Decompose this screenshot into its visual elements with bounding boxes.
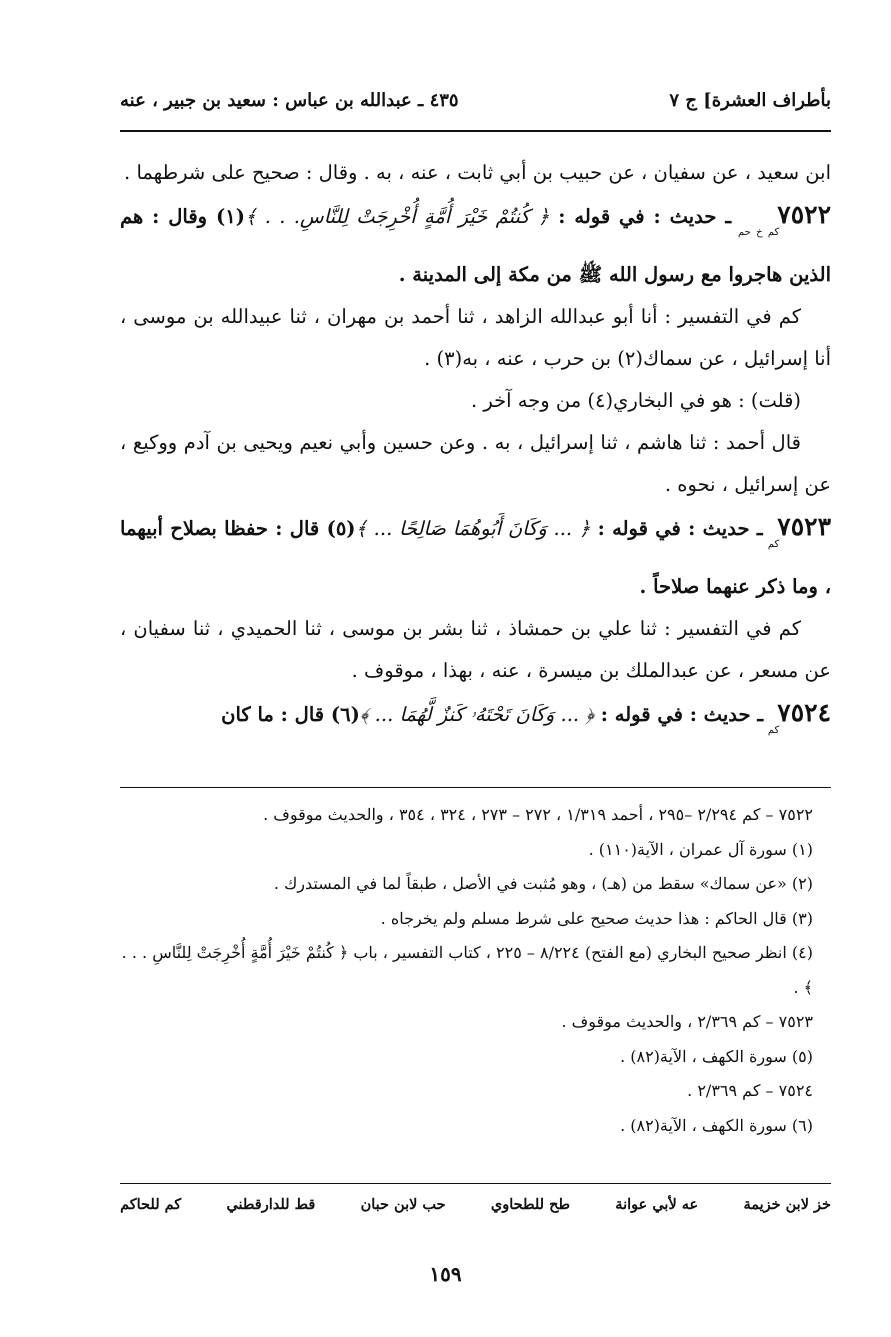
sigla-item: قط للدارقطني: [226, 1196, 316, 1213]
hadith-text: قال : حفظا بصلاح أبيهما ، وما ذكر عنهما صلاحاً .: [120, 517, 831, 598]
footnote: (١) سورة آل عمران ، الآية(١١٠) .: [588, 839, 813, 859]
hadith-sigla: كم: [767, 725, 780, 736]
footnote: ٧٥٢٤ – كم ٢/٣٦٩ .: [687, 1081, 813, 1100]
header-rule: [120, 130, 831, 132]
paragraph-continuation: ابن سعيد ، عن سفيان ، عن حبيب بن أبي ثابت ، عنه ، به . وقال : صحيح على شرطهما .: [124, 161, 831, 184]
hadith-number: ٧٥٢٤: [777, 698, 831, 727]
footnote: ٧٥٢٢ – كم ٢/٢٩٤ –٢٩٥ ، أحمد ١/٣١٩ ، ٢٧٢ – ٢٧٣ ، ٣٢٤ ، ٣٥٤ ، والحديث موقوف .: [263, 805, 813, 824]
footnote-ref: (٥): [326, 517, 356, 540]
paragraph-ahmad: قال أحمد : ثنا هاشم ، ثنا إسرائيل ، به . وعن حسين وأبي نعيم ويحيى بن آدم ووكيع ، عن إسرائيل ، نحوه .: [120, 431, 831, 496]
sigla-item: عه لأبي عوانة: [615, 1196, 699, 1213]
sigla-item: كم للحاكم: [120, 1196, 182, 1213]
page-number: ١٥٩: [429, 1262, 462, 1286]
footnote: (٢) «عن سماك» سقط من (هـ) ، وهو مُثبت في الأصل ، طبقاً لما في المستدرك .: [273, 874, 813, 893]
footnote: (٤) انظر صحيح البخاري (مع الفتح) ٨/٢٢٤ – ٢٢٥ ، كتاب التفسير ، باب ﴿ كُنتُمْ خَيْرَ أُمَّةٍ أُخْرِجَتْ لِلنَّاسِ . . . ﴾ .: [121, 943, 813, 997]
hadith-intro: ـ حديث : في قوله :: [558, 205, 732, 228]
quran-quote: ﴿ ... وَكَانَ أَبُوهُمَا صَالِحًا ... ﴾: [355, 517, 591, 540]
footnote-ref: (١): [216, 205, 245, 228]
hadith-number: ٧٥٢٣: [777, 512, 831, 541]
quran-quote: ﴿ ... وَكَانَ تَحْتَهُۥ كَنزٌ لَّهُمَا ... ﴾: [359, 703, 594, 726]
main-text: [120, 152, 831, 752]
paragraph-isnad: كم في التفسير : أنا أبو عبدالله الزاهد ، ثنا أحمد بن مهران ، ثنا عبيدالله بن موسى ، أنا إسرائيل ، عن سماك(٢) بن حرب ، عنه ، به(٣) .: [120, 305, 831, 370]
sigla-item: طح للطحاوي: [490, 1196, 571, 1213]
footnote: (٥) سورة الكهف ، الآية(٨٢) .: [620, 1046, 813, 1066]
footnote: (٣) قال الحاكم : هذا حديث صحيح على شرط مسلم ولم يخرجاه .: [380, 908, 813, 928]
header-section-title: ٤٣٥ ـ عبدالله بن عباس : سعيد بن جبير ، عنه: [120, 90, 459, 111]
hadith-intro: ـ حديث : في قوله :: [597, 517, 763, 540]
footnote-ref: (٦): [330, 703, 360, 726]
hadith-sigla: كم: [767, 539, 780, 550]
hadith-text: وقال : هم الذين هاجروا مع رسول الله ﷺ من مكة إلى المدينة .: [120, 205, 831, 286]
hadith-text: قال : ما كان: [221, 703, 325, 726]
quran-quote: ﴿ كُنتُمْ خَيْرَ أُمَّةٍ أُخْرِجَتْ لِلنَّاسِ. . . ﴾: [244, 205, 550, 228]
paragraph-isnad-2: كم في التفسير : ثنا علي بن حمشاذ ، ثنا بشر بن موسى ، ثنا الحميدي ، ثنا سفيان ، عن مسعر ، عن عبدالملك بن ميسرة ، عنه ، بهذا ، موقوف .: [120, 617, 831, 682]
hadith-intro: ـ حديث : في قوله :: [600, 703, 764, 726]
paragraph-note: (قلت) : هو في البخاري(٤) من وجه آخر .: [470, 389, 801, 412]
footnote: ٧٥٢٣ – كم ٢/٣٦٩ ، والحديث موقوف .: [561, 1012, 813, 1031]
footnote-rule: [120, 787, 831, 788]
hadith-sigla: كم خ حم: [738, 227, 780, 238]
hadith-7522: [120, 194, 831, 296]
hadith-7523: [120, 506, 831, 608]
hadith-7524: [120, 692, 831, 752]
sigla-item: حب لابن حبان: [360, 1196, 446, 1213]
footnote: (٦) سورة الكهف ، الآية(٨٢) .: [620, 1115, 813, 1135]
header-book-title: بأطراف العشرة] ج ٧: [669, 90, 831, 111]
running-header: [120, 90, 831, 120]
sigla-rule: [120, 1183, 831, 1184]
sigla-key: [120, 1196, 831, 1213]
sigla-item: خز لابن خزيمة: [743, 1196, 831, 1213]
hadith-number: ٧٥٢٢: [777, 200, 831, 229]
footnotes: [120, 798, 831, 1143]
